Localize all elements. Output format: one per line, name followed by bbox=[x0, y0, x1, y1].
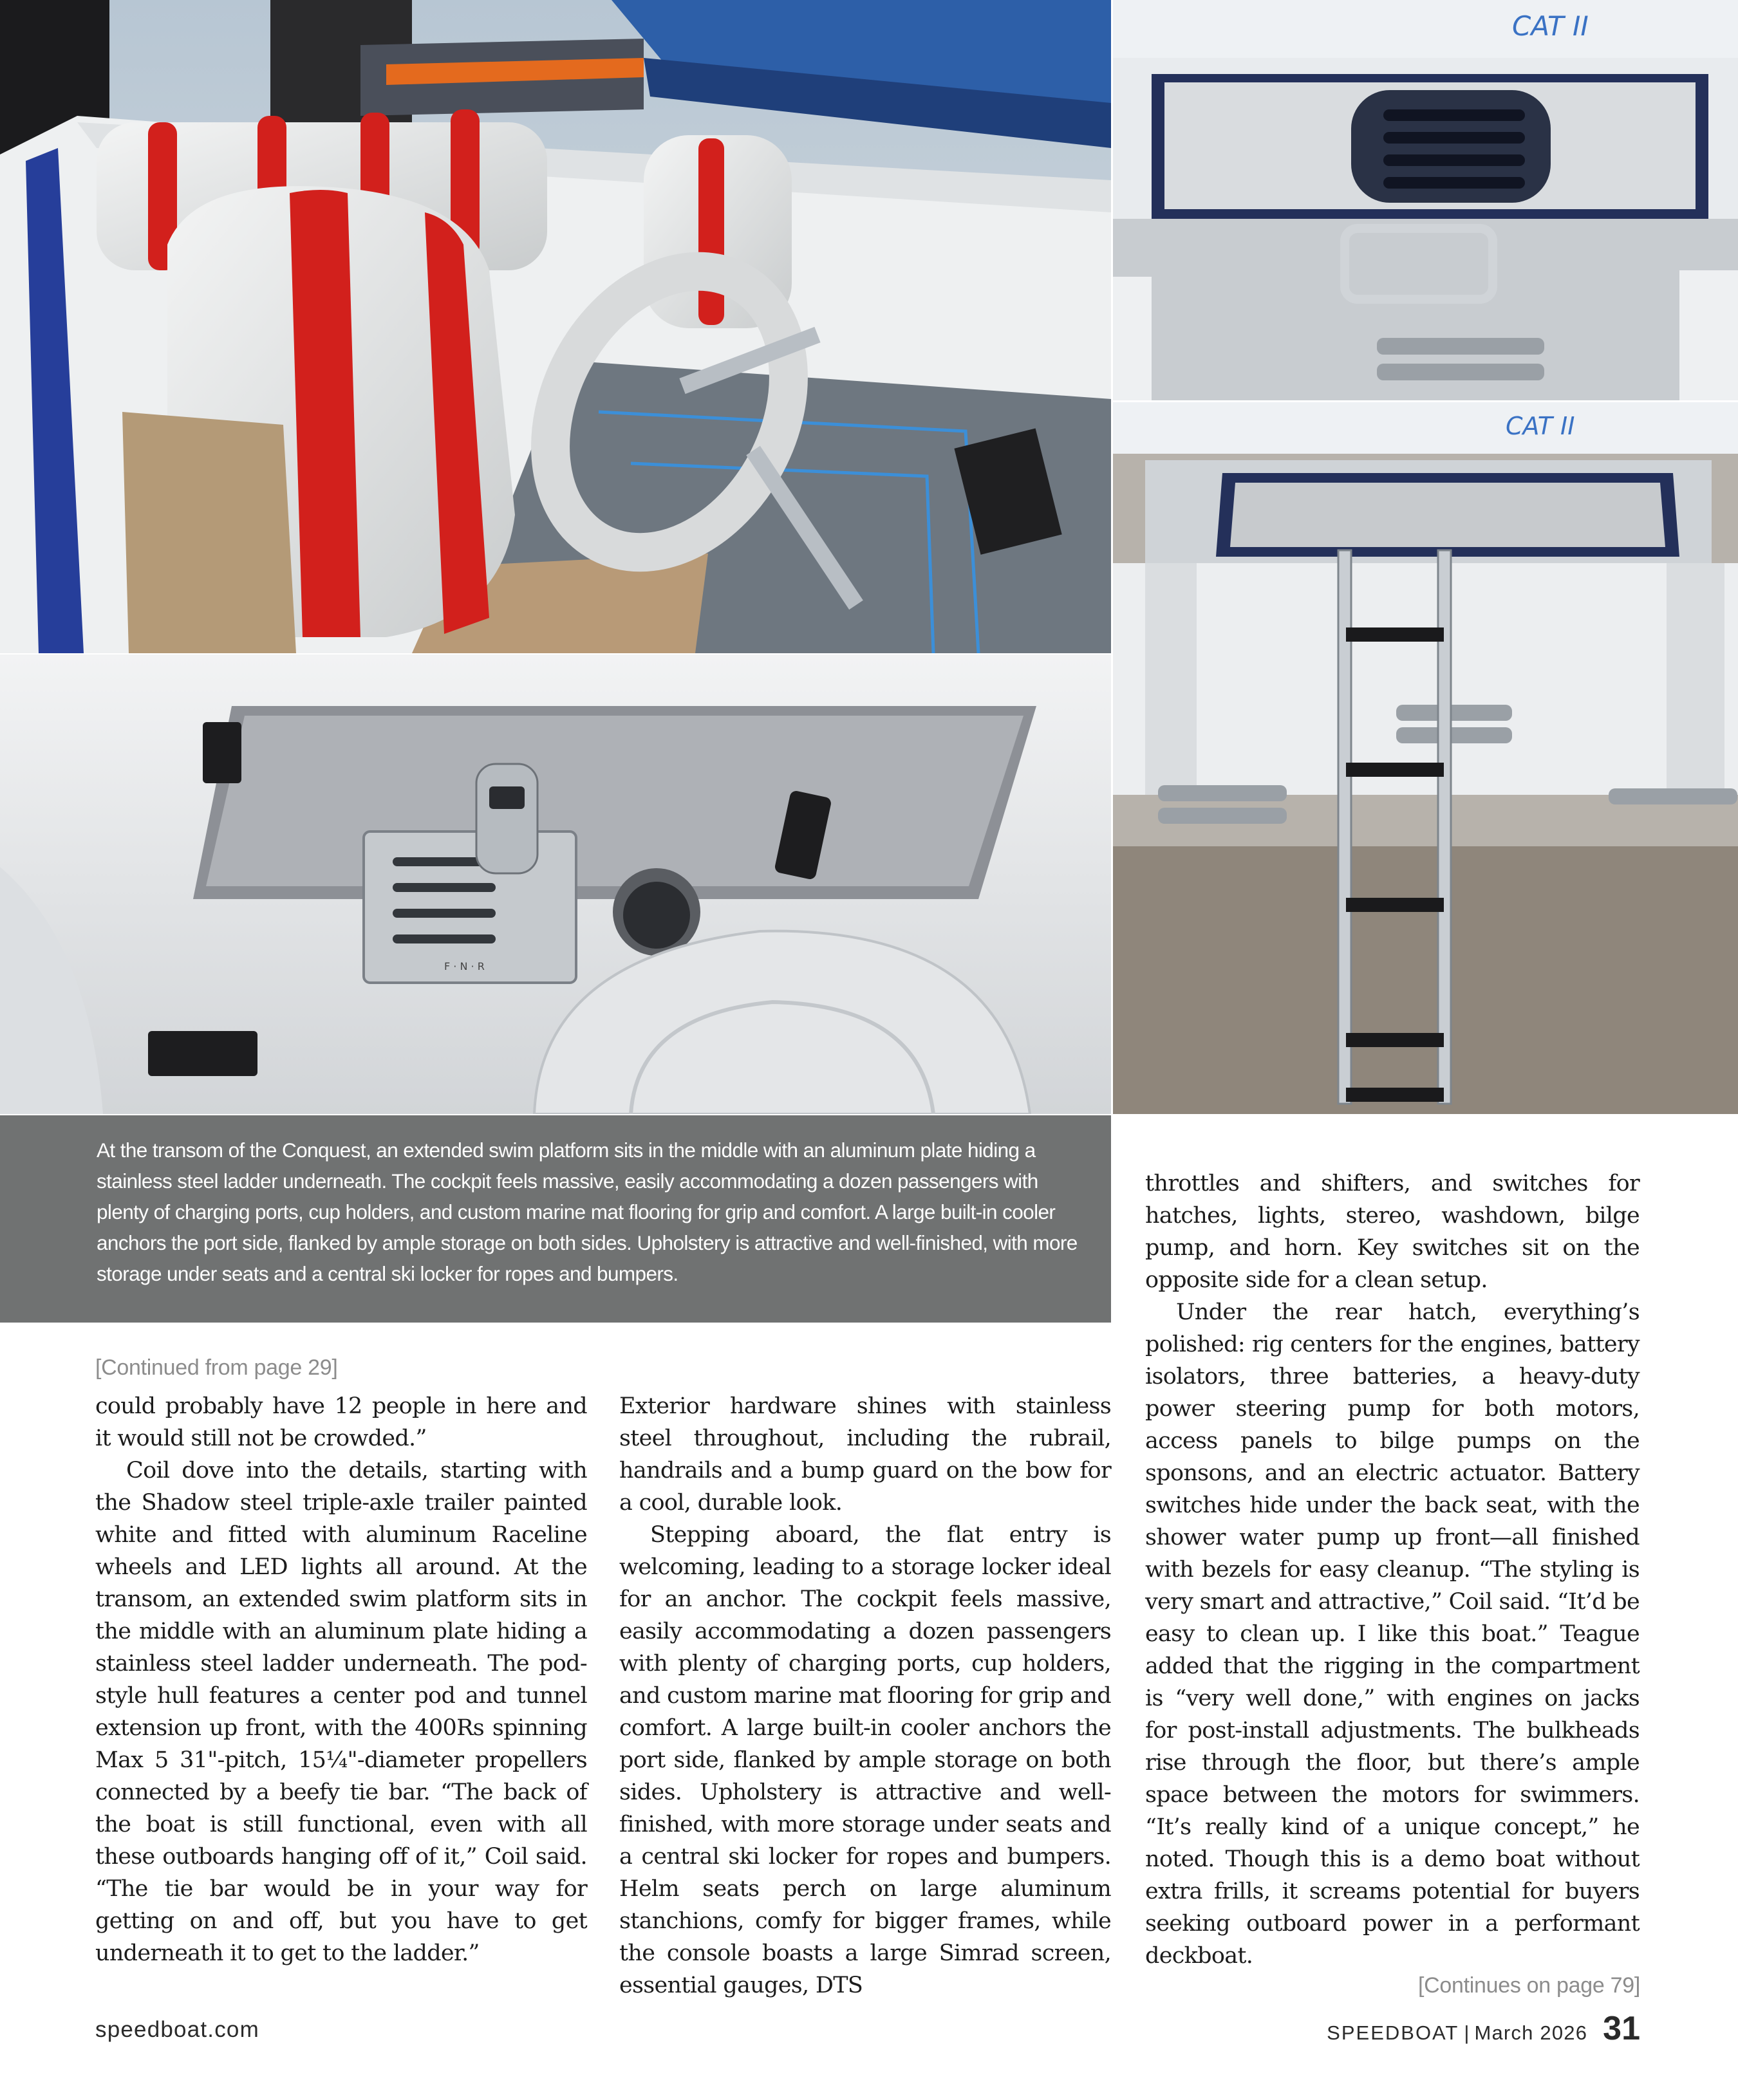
swim-platform-photo bbox=[1113, 0, 1738, 400]
paragraph: could probably have 12 people in here and it would still not be crowded.” bbox=[95, 1393, 587, 1451]
svg-text:F · N · R: F · N · R bbox=[444, 960, 485, 972]
footer-website: speedboat.com bbox=[95, 2017, 259, 2042]
article-column-1 bbox=[95, 1390, 587, 1969]
paragraph: Coil dove into the details, starting with the Shadow steel triple-axle trailer painted white and fitted with aluminum Raceline wheels and LED lights all around. At the transom, an extended swim platform sits in the middle with an aluminum plate hiding a stainless steel ladder underneath. The pod-style hull features a center pod and tunnel extension up front, with the 400Rs spinning Max 5 31"-pitch, 15¼"-diameter propellers connected by a beefy tie bar. “The back of the boat is still functional, even with all these outboards hanging off of it,” Coil said. “The tie bar would be in your way for getting on and off, but you have to get underneath it to get to the ladder.” bbox=[95, 1458, 587, 1966]
svg-text:CAT II: CAT II bbox=[1512, 10, 1589, 42]
article-column-3 bbox=[1145, 1167, 1640, 1972]
page-number: 31 bbox=[1603, 2010, 1640, 2047]
ladder-photo bbox=[1113, 402, 1738, 1114]
photo-caption bbox=[0, 1115, 1111, 1323]
footer-issue-date: March 2026 bbox=[1474, 2021, 1588, 2044]
svg-text:CAT II: CAT II bbox=[1506, 412, 1575, 440]
footer-magazine-name: SPEEDBOAT bbox=[1327, 2021, 1459, 2044]
article-column-2 bbox=[619, 1390, 1111, 2002]
footer-separator: | bbox=[1464, 2021, 1470, 2044]
paragraph: Under the rear hatch, everything’s polished: rig centers for the engines, battery isolators, three batteries, a heavy-duty power steering pump for both motors, access panels to bilge pumps on the sponsons, and an electric actuator. Battery switches hide under the back seat, with the shower water pump up front—all finished with bezels for easy cleanup. “The styling is very smart and attractive,” Coil said. “It’d be easy to clean up. I like this boat.” Teague added that the rigging in the compartment is “very well done,” with engines on jacks for post-install adjustments. The bulkheads rise through the floor, but there’s ample space between the motors for swimmers. “It’s really kind of a unique concept,” he noted. Though this is a demo boat without extra frills, it screams potential for buyers seeking outboard power in a performant deckboat. bbox=[1145, 1299, 1640, 1969]
console-photo bbox=[0, 655, 1111, 1114]
cockpit-photo bbox=[0, 0, 1111, 653]
paragraph: Exterior hardware shines with stainless steel throughout, including the rubrail, handrails and a bump guard on the bow for a cool, durable look. bbox=[619, 1393, 1111, 1516]
paragraph: Stepping aboard, the flat entry is welcoming, leading to a storage locker ideal for an anchor. The cockpit feels massive, easily accommodating a dozen passengers with plenty of charging ports, cup holders, and custom marine mat flooring for grip and comfort. A large built-in cooler anchors the port side, flanked by ample storage on both sides. Upholstery is attractive and well-finished, with more storage under seats and a central ski locker for ropes and bumpers. Helm seats perch on large aluminum stanchions, comfy for bigger frames, while the console boasts a large Simrad screen, essential gauges, DTS bbox=[619, 1522, 1111, 1998]
paragraph: throttles and shifters, and switches for hatches, lights, stereo, washdown, bilge pump, and horn. Key switches sit on the opposite side for a clean setup. bbox=[1145, 1171, 1640, 1293]
continues-on-label: [Continues on page 79] bbox=[1417, 1973, 1640, 1998]
footer-folio bbox=[1327, 2009, 1640, 2048]
continued-from-label: [Continued from page 29] bbox=[95, 1355, 338, 1380]
caption-text: At the transom of the Conquest, an extended swim platform sits in the middle with an aluminum plate hiding a stainless steel ladder underneath. The cockpit feels massive, easily accommodating a dozen passengers with plenty of charging ports, cup holders, and custom marine mat flooring for grip and comfort. A large built-in cooler anchors the port side, flanked by ample storage on both sides. Upholstery is attractive and well-finished, with more storage under seats and a central ski locker for ropes and bumpers. bbox=[97, 1138, 1078, 1285]
